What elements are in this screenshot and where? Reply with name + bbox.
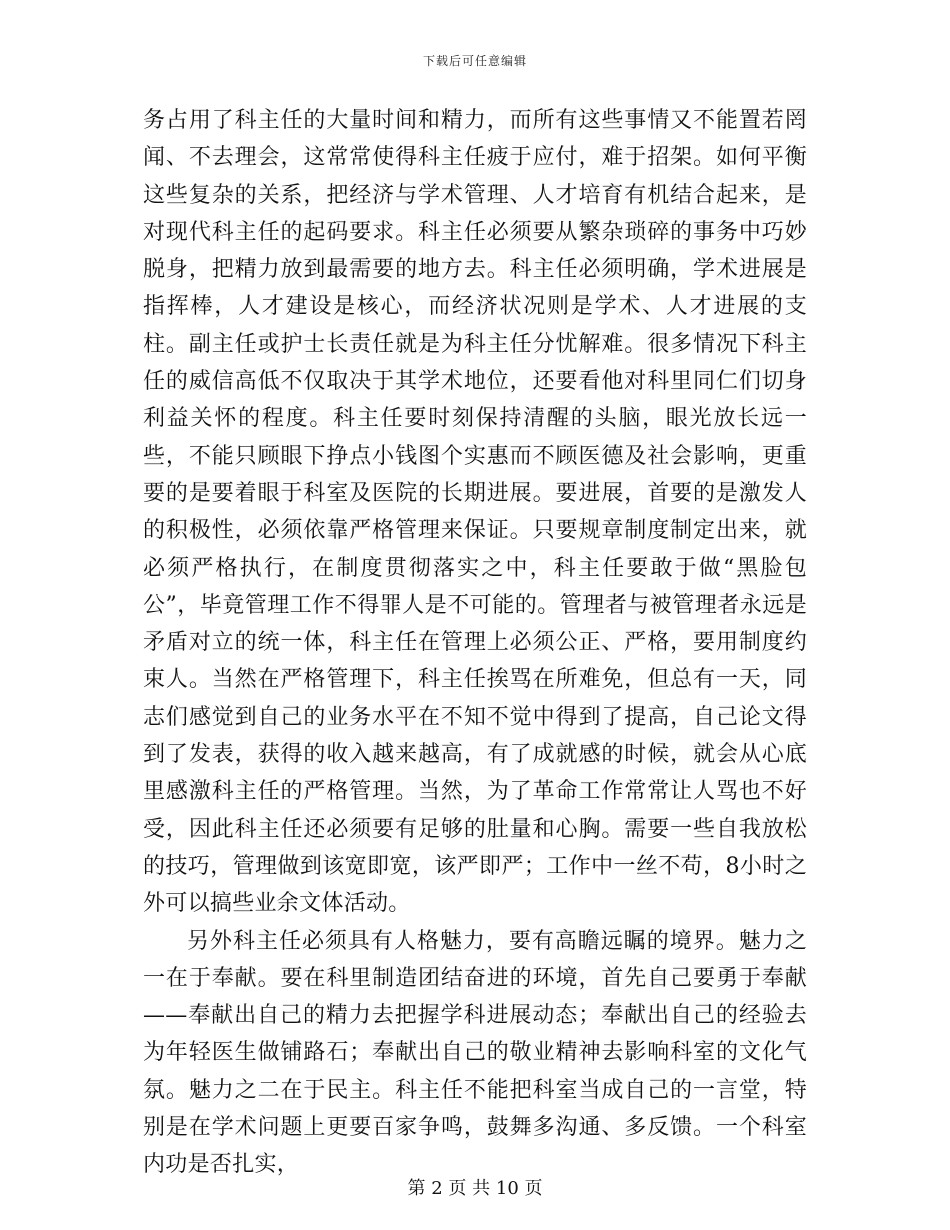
document-body (143, 102, 807, 1184)
page-header-note: 下载后可任意编辑 (422, 54, 527, 68)
page-footer (0, 1174, 950, 1200)
footer-prefix: 第 (407, 1178, 426, 1199)
paragraph-1: 务占用了科主任的大量时间和精力，而所有这些事情又不能置若罔闻、不去理会，这常常使得科主任疲于应付，难于招架。如何平衡这些复杂的关系，把经济与学术管理、人才培育有机结合起来，是对现代科主任的起码要求。科主任必须要从繁杂琐碎的事务中巧妙脱身，把精力放到最需要的地方去。科主任必须明确，学术进展是指挥棒，人才建设是核心，而经济状况则是学术、人才进展的支柱。副主任或护士长责任就是为科主任分忧解难。很多情况下科主任的威信高低不仅取决于其学术地位，还要看他对科里同仁们切身利益关怀的程度。科主任要时刻保持清醒的头脑，眼光放长远一些，不能只顾眼下挣点小钱图个实惠而不顾医德及社会影响，更重要的是要着眼于科室及医院的长期进展。要进展，首要的是激发人的积极性，必须依靠严格管理来保证。只要规章制度制定出来，就必须严格执行，在制度贯彻落实之中，科主任要敢于做“黑脸包公”，毕竟管理工作不得罪人是不可能的。管理者与被管理者永远是矛盾对立的统一体，科主任在管理上必须公正、严格，要用制度约束人。当然在严格管理下，科主任挨骂在所难免，但总有一天，同志们感觉到自己的业务水平在不知不觉中得到了提高，自己论文得到了发表，获得的收入越来越高，有了成就感的时候，就会从心底里感激科主任的严格管理。当然，为了革命工作常常让人骂也不好受，因此科主任还必须要有足够的肚量和心胸。需要一些自我放松的技巧，管理做到该宽即宽，该严即严；工作中一丝不苟，8小时之外可以搞些业余文体活动。 (143, 108, 807, 917)
footer-suffix: 页 (524, 1178, 543, 1199)
footer-middle: 页 共 (448, 1178, 491, 1199)
paragraph-2: 另外科主任必须具有人格魅力，要有高瞻远瞩的境界。魅力之一在于奉献。要在科里制造团结奋进的环境，首先自己要勇于奉献——奉献出自己的精力去把握学科进展动态；奉献出自己的经验去为年轻医生做铺路石；奉献出自己的敬业精神去影响科室的文化气氛。魅力之二在于民主。科主任不能把科室当成自己的一言堂，特别是在学术问题上更要百家争鸣，鼓舞多沟通、多反馈。一个科室内功是否扎实， (143, 928, 807, 1178)
footer-current-page: 2 (431, 1178, 443, 1199)
footer-total-pages: 10 (495, 1178, 519, 1199)
